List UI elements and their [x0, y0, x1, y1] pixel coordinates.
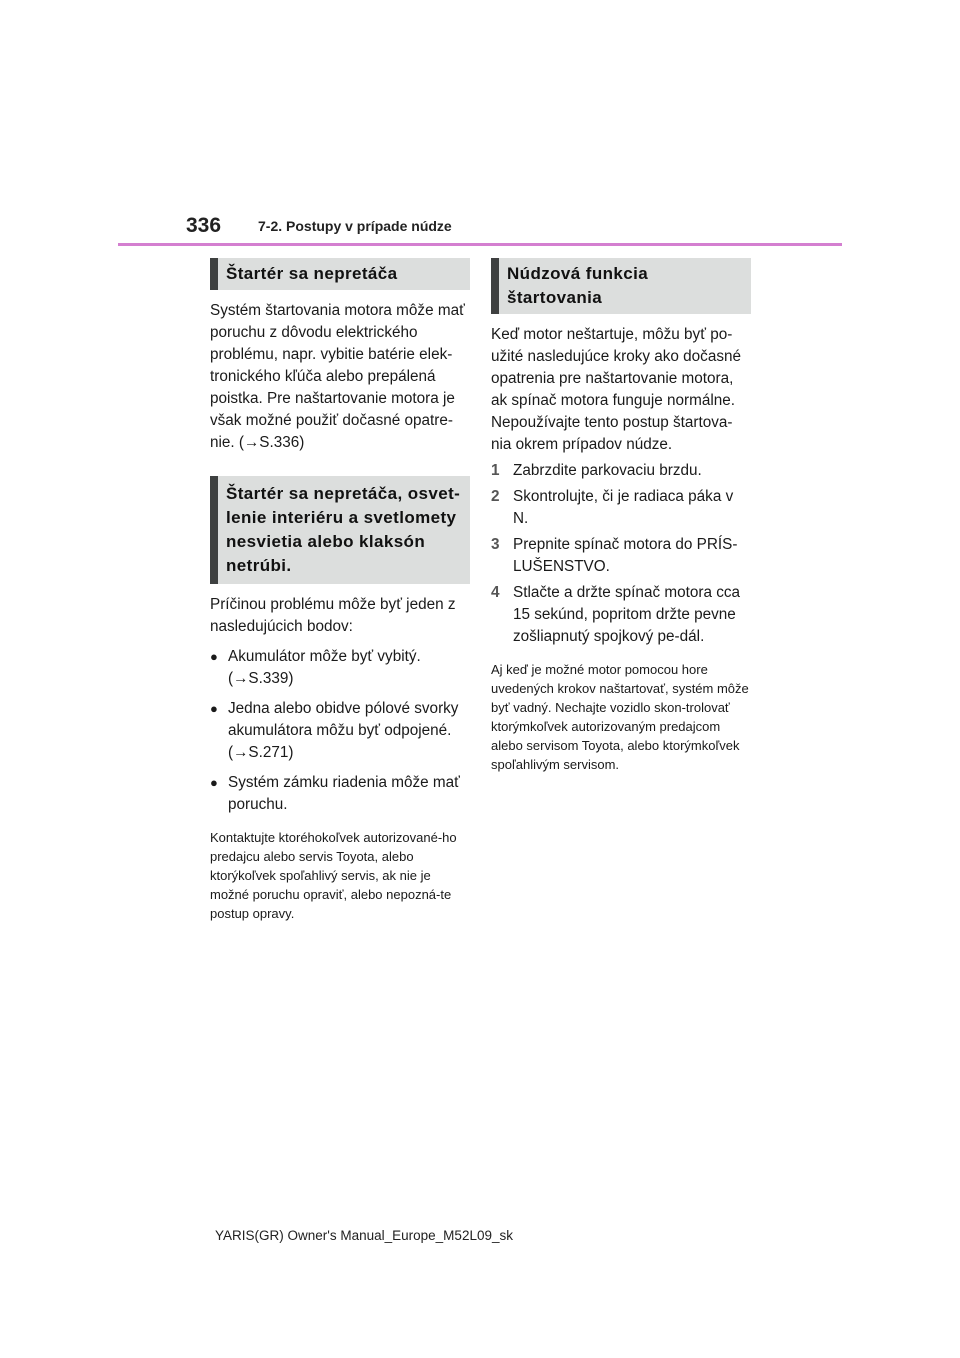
step-item — [491, 582, 751, 648]
note-vehicle-check: Aj keď je možné motor pomocou hore uvedených krokov naštartovať, systém môže byť vadný. Nechajte vozidlo skon-trolovať ktorýmkoľvek autorizovaným predajcom alebo servisom Toyota, alebo ktorýmkoľvek spoľahlivým servisom. — [491, 662, 749, 772]
page-number: 336 — [186, 214, 222, 237]
heading-starter-no-lights: Štartér sa nepretáča, osvet-lenie interiéru a svetlomety nesvietia alebo klaksón netrúbi. — [210, 476, 470, 584]
list-item — [210, 698, 470, 764]
step-number: 2 — [491, 488, 500, 505]
left-column — [210, 258, 470, 923]
section-title: 7-2. Postupy v prípade núdze — [258, 218, 452, 234]
list-item — [210, 646, 470, 690]
bullet-icon: ● — [210, 775, 218, 790]
step-number: 4 — [491, 584, 500, 601]
step-item — [491, 460, 751, 482]
bullet-icon: ● — [210, 649, 218, 664]
footer-text: YARIS(GR) Owner's Manual_Europe_M52L09_sk — [215, 1228, 513, 1243]
heading-emergency-start: Núdzová funkcia štartovania — [491, 258, 751, 314]
footer — [0, 1228, 960, 1243]
heading-starter-not-cranking: Štartér sa nepretáča — [210, 258, 470, 290]
step-text: Prepnite spínač motora do PRÍS-LUŠENSTVO. — [513, 536, 738, 575]
list-item — [210, 772, 470, 816]
step-text: Skontrolujte, či je radiaca páka v N. — [513, 488, 734, 527]
note-contact-dealer: Kontaktujte ktoréhokoľvek autorizované-ho predajcu alebo servis Toyota, alebo ktorýkoľvek spoľahlivý servis, ak nie je možné poruchu opraviť, alebo nepozná-te postup opravy. — [210, 830, 457, 921]
header-divider — [118, 243, 842, 246]
step-number: 1 — [491, 462, 500, 479]
bullet-icon: ● — [210, 701, 218, 716]
paragraph-emergency-intro: Keď motor neštartuje, môžu byť po-užité nasledujúce kroky ako dočasné opatrenia pre naštartovanie motora, ak spínač motora funguje normálne. Nepoužívajte tento postup štartova-nia okrem prípadov núdze. — [491, 326, 742, 453]
step-text: Zabrzdite parkovaciu brzdu. — [513, 462, 702, 479]
step-text: Stlačte a držte spínač motora cca 15 sekúnd, popritom držte pevne zošliapnutý spojkový pe-dál. — [513, 584, 741, 645]
step-item — [491, 534, 751, 578]
list-item-text: Systém zámku riadenia môže mať poruchu. — [228, 774, 460, 813]
paragraph-cause-intro: Príčinou problému môže byť jeden z nasledujúcich bodov: — [210, 596, 456, 635]
step-item — [491, 486, 751, 530]
list-item-text: Akumulátor môže byť vybitý. (→S.339) — [228, 648, 421, 687]
right-column — [491, 258, 751, 774]
list-item-text: Jedna alebo obidve pólové svorky akumulátora môžu byť odpojené. (→S.271) — [228, 700, 459, 761]
paragraph-starter-intro: Systém štartovania motora môže mať poruchu z dôvodu elektrického problému, napr. vybitie batérie elek-tronického kľúča alebo prepálená poistka. Pre naštartovanie motora je však možné použiť dočasné opatre-nie. (→S.336) — [210, 302, 465, 451]
step-number: 3 — [491, 536, 500, 553]
